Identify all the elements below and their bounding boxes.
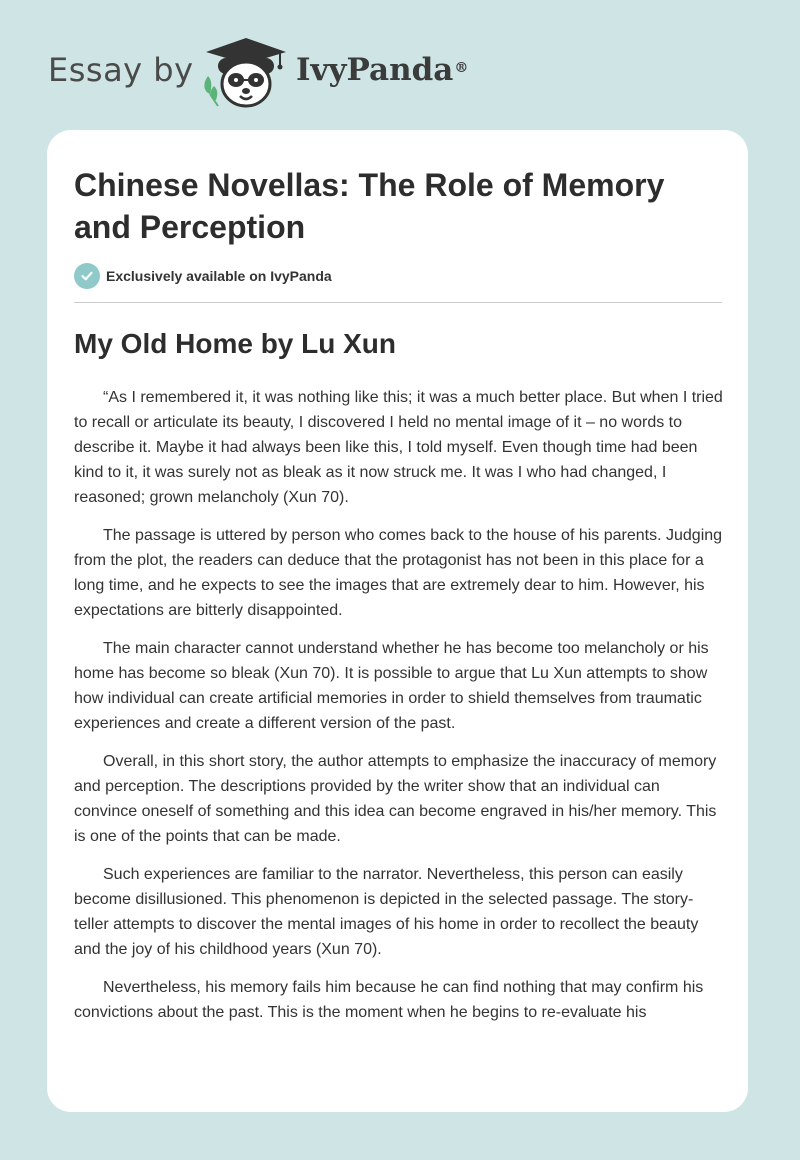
panda-logo-icon[interactable]	[200, 36, 292, 110]
paragraph: The main character cannot understand whether he has become too melancholy or his home has become so bleak (Xun 70). It is possible to argue that Lu Xun attempts to show how individual can create artificial memories in order to shield themselves from traumatic experiences and create a different version of the past.	[74, 640, 709, 732]
essay-body	[74, 385, 724, 1040]
essay-card	[47, 130, 748, 1112]
title-divider	[74, 302, 722, 303]
registered-mark: ®	[454, 60, 469, 76]
brand-name[interactable]	[296, 50, 468, 90]
section-heading: My Old Home by Lu Xun	[74, 328, 397, 359]
exclusive-badge-text: Exclusively available on IvyPanda	[106, 268, 332, 284]
paragraph: Overall, in this short story, the author attempts to emphasize the inaccuracy of memory and perception. The descriptions provided by the writer show that an individual can convince oneself of something and this idea can become engraved in his/her memory. This is one of the points that can be made.	[74, 753, 717, 845]
paragraph: Such experiences are familiar to the narrator. Nevertheless, this person can easily become disillusioned. This phenomenon is depicted in the selected passage. The story-teller attempts to discover the mental images of his home in order to recollect the beauty and the joy of his childhood years (Xun 70).	[74, 866, 699, 958]
essay-title: Chinese Novellas: The Role of Memory and Perception	[74, 167, 665, 245]
paragraph: Nevertheless, his memory fails him because he can find nothing that may confirm his convictions about the past. This is the moment when he begins to re-evaluate his	[74, 979, 704, 1021]
site-header	[0, 0, 800, 130]
brand-text: IvyPanda	[296, 52, 454, 88]
exclusive-badge	[74, 263, 332, 289]
paragraph: The passage is uttered by person who comes back to the house of his parents. Judging from the plot, the readers can deduce that the protagonist has not been in this place for a long time, and he expects to see the images that are extremely dear to him. However, his expectations are bitterly disappointed.	[74, 527, 723, 619]
paragraph: “As I remembered it, it was nothing like this; it was a much better place. But when I tried to recall or articulate its beauty, I discovered I held no mental image of it – no words to describe it. Maybe it had always been like this, I told myself. Even though time had been kind to it, it was surely not as bleak as it now struck me. It was I who had changed, I reasoned; grown melancholy (Xun 70).	[74, 389, 723, 506]
check-circle-icon	[74, 263, 100, 289]
essay-by-label: Essay by	[48, 51, 194, 89]
